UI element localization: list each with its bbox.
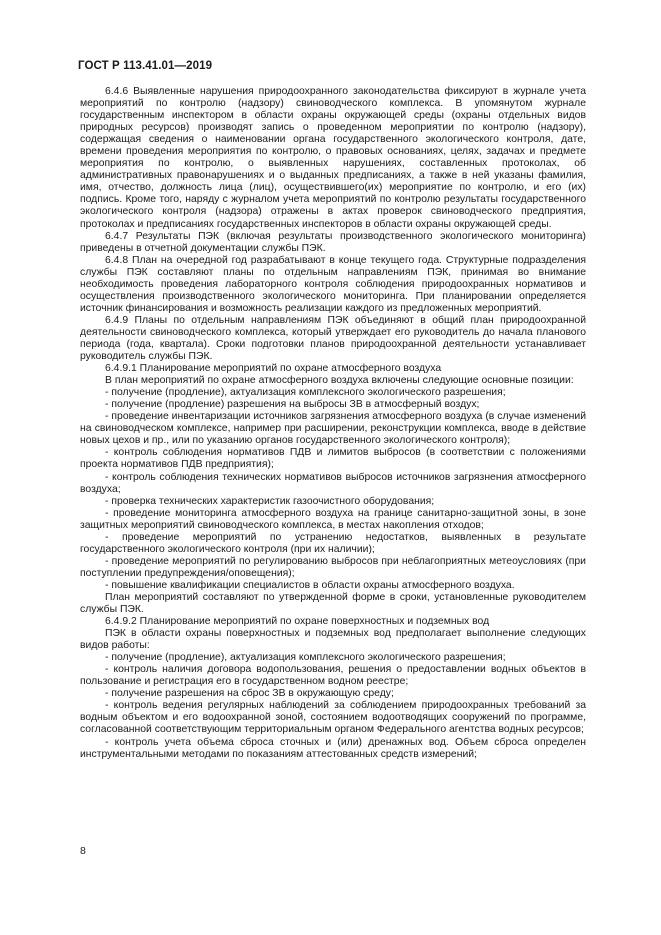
list-item: - контроль наличия договора водопользования, решения о предоставлении водных объектов в пользование и регистрация его в государственном водном реестре;	[80, 664, 586, 688]
list-item: - проведение инвентаризации источников загрязнения атмосферного воздуха (в случае изменений на свиноводческом комплексе, например при расширении, реконструкции комплекса, вводе в действие новых цехов и пр., или по указанию органов государственного экологического контроля);	[80, 411, 586, 447]
standard-header: ГОСТ Р 113.41.01—2019	[78, 60, 213, 72]
page-number: 8	[80, 845, 86, 857]
list-item: - повышение квалификации специалистов в области охраны атмосферного воздуха.	[105, 579, 515, 591]
list-item: - проведение мероприятий по регулированию выбросов при неблагоприятных метеоусловиях (при поступлении предупреждения/оповещения);	[80, 555, 586, 579]
list-item: - контроль ведения регулярных наблюдений за соблюдением природоохранных требований за водным объектом и его водоохранной зоной, состоянием водоотводящих сооружений по программе, согласованной соответствующим территориальным органом Федерального агентства водных ресурсов;	[80, 700, 586, 736]
list-item: - получение (продление), актуализация комплексного экологического разрешения;	[105, 387, 506, 399]
subsection-heading-6-4-9-2: 6.4.9.2 Планирование мероприятий по охране поверхностных и подземных вод	[105, 616, 490, 628]
paragraph-6-4-6: 6.4.6 Выявленные нарушения природоохранного законодательства фиксируют в журнале учета мероприятий по контролю (надзору) свиноводческого комплекса. В упомянутом журнале государственным инспектором в области охраны окружающей среды (охраны отдельных видов природных ресурсов) производят запись о проведенном мероприятии по контролю (надзору), содержащая сведения о наименовании органа государственного экологического контроля, дате, времени проведения мероприятия по контролю, о правовых основаниях, целях, задачах и предмете мероприятия по контролю, о выявленных нарушениях, составленных протоколах, об административных правонарушениях и о выданных предписаниях, а также в ней указаны фамилия, имя, отчество, должность лица (лиц), осуществившего(их) мероприятие по контролю, и его (их) подпись. Кроме того, наряду с журналом учета мероприятий по контролю результаты государственного экологического контроля (надзора) отражены в актах проверок свиноводческого предприятия, протоколах и предписаниях государственных инспекторов в области охраны окружающей среды.	[80, 86, 586, 230]
paragraph-water-intro: ПЭК в области охраны поверхностных и подземных вод предполагает выполнение следующих видов работы:	[80, 628, 586, 652]
document-body	[80, 86, 586, 761]
subsection-heading-6-4-9-1: 6.4.9.1 Планирование мероприятий по охране атмосферного воздуха	[105, 363, 442, 375]
list-item: - получение (продление), актуализация комплексного экологического разрешения;	[105, 652, 506, 664]
list-item: - проверка технических характеристик газоочистного оборудования;	[105, 495, 435, 507]
list-item: - контроль соблюдения нормативов ПДВ и лимитов выбросов (в соответствии с положениями проекта нормативов ПДВ предприятия);	[80, 447, 586, 471]
paragraph-6-4-7: 6.4.7 Результаты ПЭК (включая результаты производственного экологического мониторинга) приведены в отчетной документации службы ПЭК.	[80, 230, 586, 254]
paragraph-air-plan-form: План мероприятий составляют по утвержденной форме в сроки, установленные руководителем службы ПЭК.	[80, 591, 586, 616]
list-item: - получение (продление) разрешения на выбросы ЗВ в атмосферный воздух;	[105, 399, 480, 411]
list-item: - проведение мониторинга атмосферного воздуха на границе санитарно-защитной зоны, в зоне защитных мероприятий свиноводческого комплекса, в местах накопления отходов;	[80, 507, 586, 531]
paragraph-6-4-9: 6.4.9 Планы по отдельным направлениям ПЭК объединяют в общий план природоохранной деятельности свиноводческого комплекса, который утверждает его руководитель до начала планового периода (года, квартала). Сроки подготовки планов природоохранной деятельности устанавливает руководитель службы ПЭК.	[80, 314, 586, 363]
list-item: - контроль соблюдения технических нормативов выбросов источников загрязнения атмосферного воздуха;	[80, 471, 586, 495]
list-item: - контроль учета объема сброса сточных и (или) дренажных вод. Объем сброса определен инструментальными методами по показаниям аттестованных средств измерений;	[80, 736, 586, 760]
list-item: - получение разрешения на сброс ЗВ в окружающую среду;	[105, 688, 394, 700]
paragraph-6-4-8: 6.4.8 План на очередной год разрабатывают в конце текущего года. Структурные подразделения службы ПЭК составляют планы по отдельным направлениям ПЭК, принимая во внимание необходимость проведения лабораторного контроля соблюдения природоохранных нормативов и осуществления производственного экологического мониторинга. При планировании определяется источник финансирования и возможность реализации каждого из предложенных мероприятий.	[80, 254, 586, 314]
paragraph-air-plan-intro: В план мероприятий по охране атмосферного воздуха включены следующие основные позиции:	[105, 375, 574, 387]
list-item: - проведение мероприятий по устранению недостатков, выявленных в результате государственного экологического контроля (при их наличии);	[80, 531, 586, 555]
